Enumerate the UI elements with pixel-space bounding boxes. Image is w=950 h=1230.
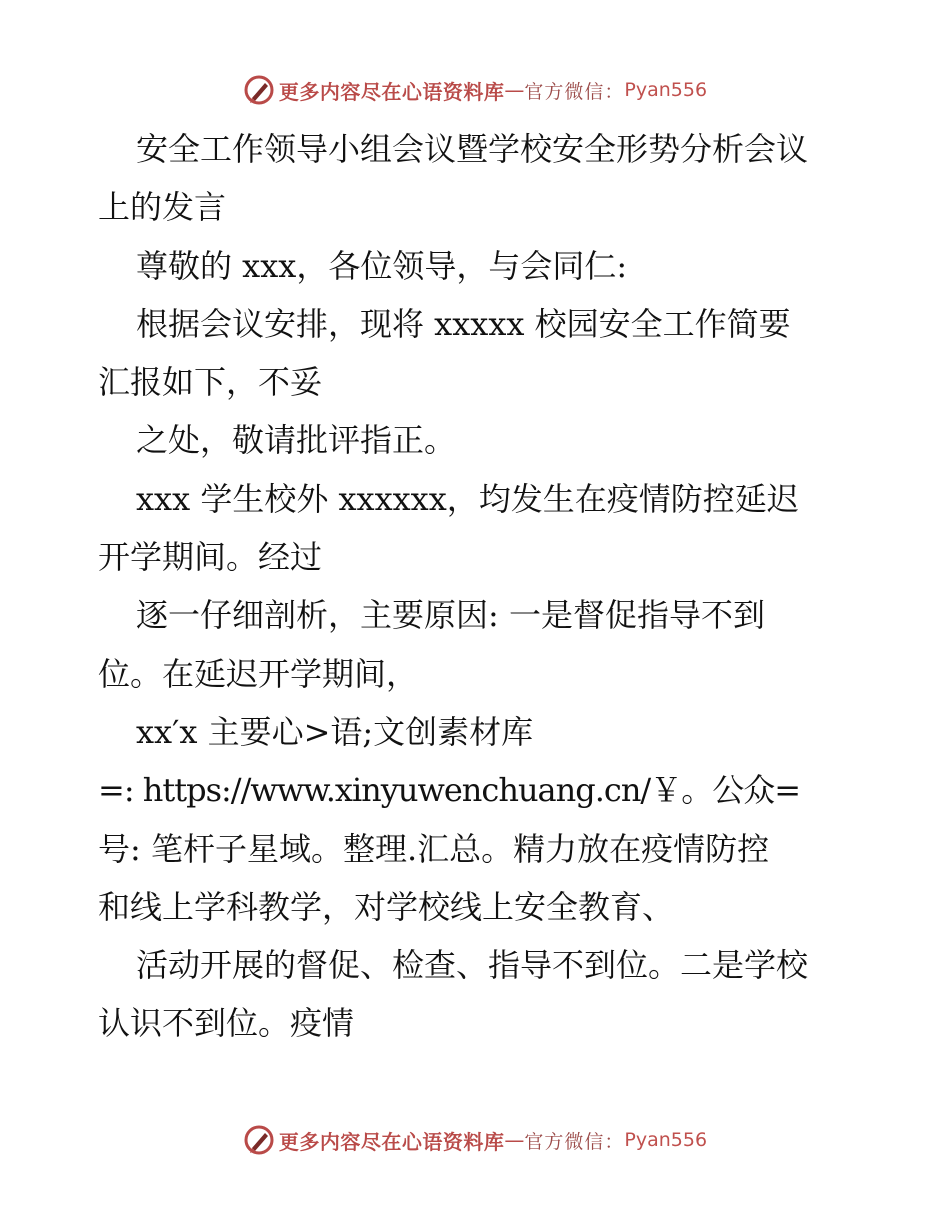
pen-logo-icon xyxy=(243,74,275,106)
paragraph-line: 汇报如下，不妥 xyxy=(98,363,323,402)
footer-watermark-banner xyxy=(0,1120,950,1160)
salutation: 尊敬的 xxx，各位领导，与会同仁: xyxy=(136,246,628,285)
doc-title-line-2: 上的发言 xyxy=(98,188,227,227)
paragraph-line: 和线上学科教学，对学校线上安全教育、 xyxy=(98,887,675,926)
banner-slogan: 更多内容尽在心语资料库 xyxy=(278,79,505,104)
banner-wechat-label: 官方微信： xyxy=(524,1130,625,1153)
paragraph-line: xxx 学生校外 xxxxxx，均发生在疫情防控延迟 xyxy=(136,479,799,518)
paragraph-line: =: https://www.xinyuwenchuang.cn/￥。公众= xyxy=(98,771,801,810)
banner-dash: — xyxy=(504,1128,525,1152)
paragraph-line: 开学期间。经过 xyxy=(98,538,323,577)
paragraph-line: 认识不到位。疫情 xyxy=(98,1004,355,1043)
banner-dash: — xyxy=(504,78,525,102)
banner-wechat-id: Pyan556 xyxy=(624,1129,708,1151)
paragraph-line: 根据会议安排，现将 xxxxx 校园安全工作简要 xyxy=(136,304,791,343)
paragraph-line: 之处，敬请批评指正。 xyxy=(136,421,457,460)
banner-slogan: 更多内容尽在心语资料库 xyxy=(278,1129,505,1154)
banner-wechat-label: 官方微信： xyxy=(524,80,625,103)
paragraph-line: 号: 笔杆子星域。整理.汇总。精力放在疫情防控 xyxy=(98,829,770,868)
banner-wechat-id: Pyan556 xyxy=(624,79,708,101)
document-body xyxy=(98,120,858,1053)
paragraph-line: 位。在延迟开学期间， xyxy=(98,654,419,693)
paragraph-line: xx′x 主要心>语;文创素材库 xyxy=(136,712,534,751)
pen-logo-icon xyxy=(243,1124,275,1156)
paragraph-line: 逐一仔细剖析，主要原因: 一是督促指导不到 xyxy=(136,596,765,635)
header-watermark-banner xyxy=(0,70,950,110)
paragraph-line: 活动开展的督促、检查、指导不到位。二是学校 xyxy=(136,946,809,985)
doc-title-line-1: 安全工作领导小组会议暨学校安全形势分析会议 xyxy=(136,130,809,168)
